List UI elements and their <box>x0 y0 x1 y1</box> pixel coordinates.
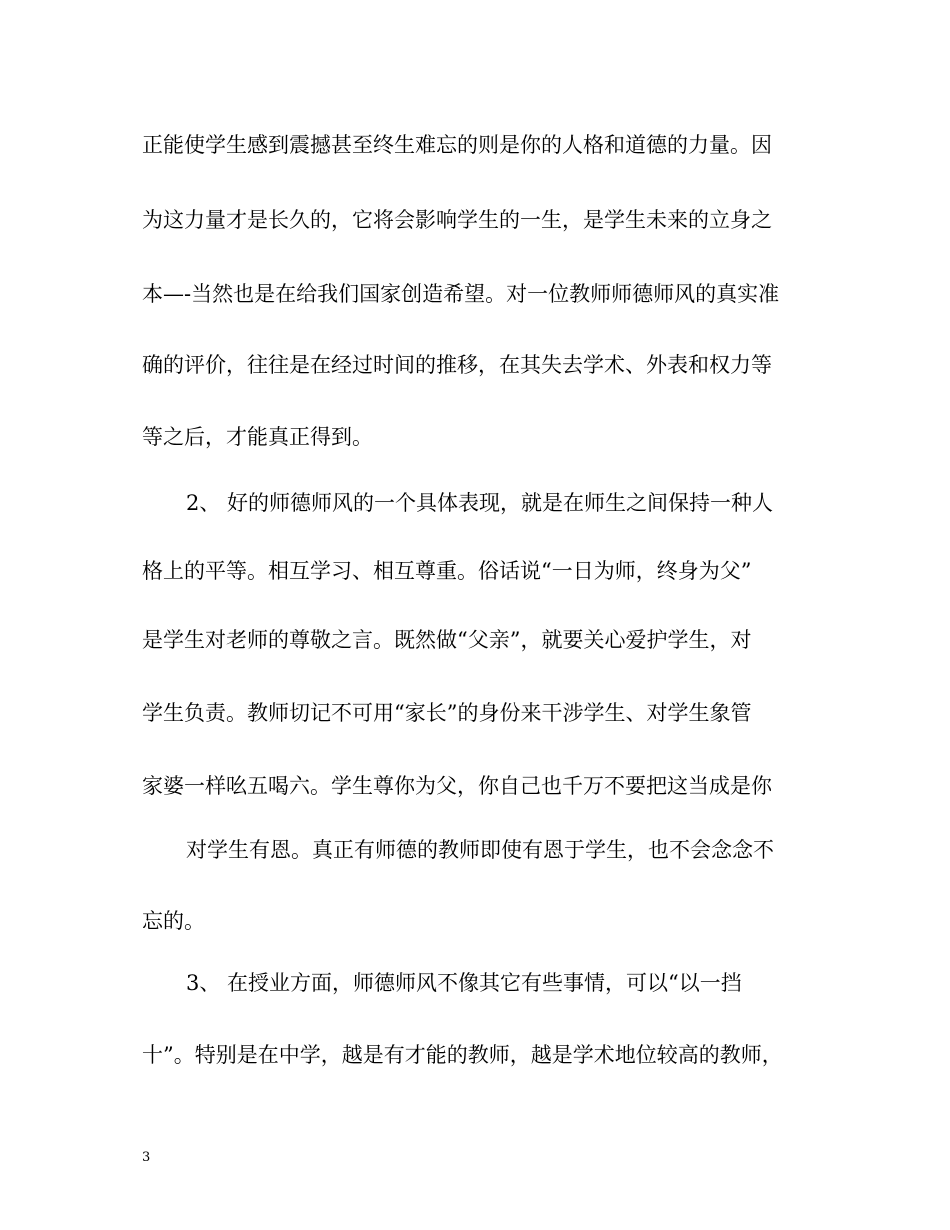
text-line: 家婆一样吆五喝六。学生尊你为父，你自己也千万不要把这当成是你 <box>142 774 772 798</box>
text-line: 2、 好的师德师风的一个具体表现，就是在师生之间保持一种人 <box>186 491 774 515</box>
text-line: 等之后，才能真正得到。 <box>142 425 373 449</box>
text-line: 本—-当然也是在给我们国家创造希望。对一位教师师德师风的真实准 <box>142 282 780 306</box>
text-line: 格上的平等。相互学习、相互尊重。俗话说“一日为师，终身为父” <box>142 559 752 583</box>
text-line: 忘的。 <box>142 909 205 933</box>
text-line: 是学生对老师的尊敬之言。既然做“父亲”，就要关心爱护学生，对 <box>142 628 752 652</box>
text-line: 十”。特别是在中学，越是有才能的教师，越是学术地位较高的教师， <box>142 1043 783 1067</box>
text-line: 正能使学生感到震撼甚至终生难忘的则是你的人格和道德的力量。因 <box>142 133 772 157</box>
page-number: 3 <box>142 1150 151 1165</box>
text-line: 为这力量才是长久的，它将会影响学生的一生，是学生未来的立身之 <box>142 208 772 232</box>
text-line: 学生负责。教师切记不可用“家长”的身份来干涉学生、对学生象管 <box>142 701 752 725</box>
text-line: 确的评价，往往是在经过时间的推移，在其失去学术、外表和权力等 <box>142 353 772 377</box>
text-line: 对学生有恩。真正有师德的教师即使有恩于学生，也不会念念不 <box>186 838 774 862</box>
text-line: 3、 在授业方面，师德师风不像其它有些事情，可以“以一挡 <box>186 971 742 995</box>
